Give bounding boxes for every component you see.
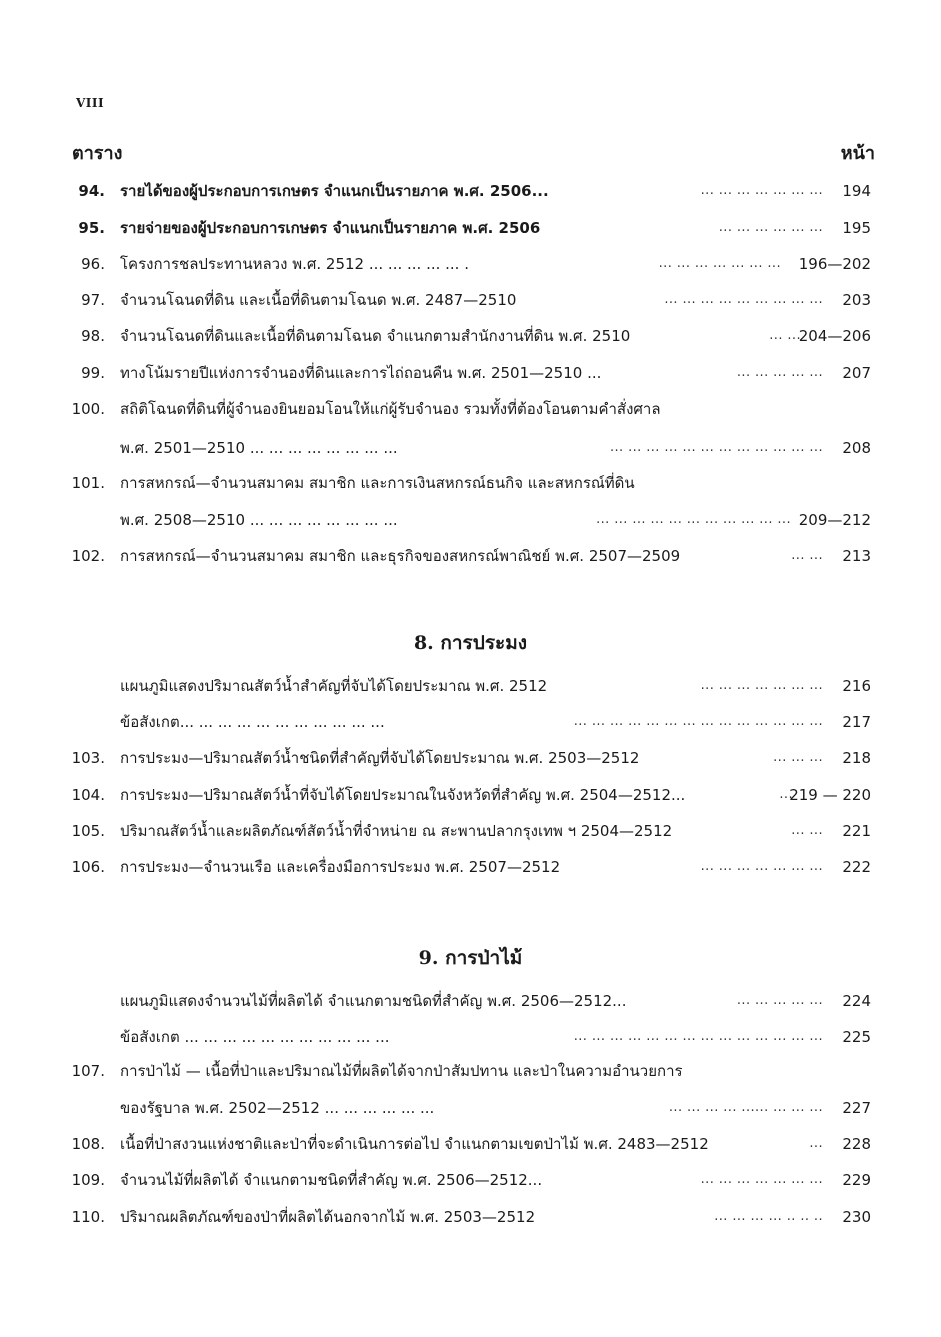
entry-title: ทางโน้มรายปีแห่งการจำนองที่ดินและการไถ่ถอนคืน พ.ศ. 2501—2510 ... (120, 364, 602, 382)
entry-title: จำนวนไม้ที่ผลิตได้ จำแนกตามชนิดที่สำคัญ พ.ศ. 2506—2512... (120, 1171, 543, 1189)
entry-number: 105. (71, 822, 105, 840)
entry-number: 94. (78, 182, 105, 200)
leader-dots: ... ... (787, 818, 823, 844)
toc-entry (0, 673, 941, 699)
toc-entry (0, 1131, 941, 1157)
leader-dots: ... ... ... ... ... ... ... ... ... ... ... (592, 507, 791, 533)
toc-entry (0, 1204, 941, 1230)
entry-title: จำนวนโฉนดที่ดินและเนื้อที่ดินตามโฉนด จำแนกตามสำนักงานที่ดิน พ.ศ. 2510 (120, 327, 631, 345)
leader-dots: ... (805, 1131, 823, 1157)
leader-dots: ... ... ... ... ... ... ... ... ... ... ... ... ... ... (570, 709, 823, 735)
toc-entry (0, 1058, 941, 1084)
entry-page: 222 (842, 858, 871, 876)
leader-dots: ... ... ... ... ... ... ... ... ... ... ... ... (606, 435, 823, 461)
entry-title: สถิติโฉนดที่ดินที่ผู้จำนองยินยอมโอนให้แก่ผู้รับจำนอง รวมทั้งที่ต้องโอนตามคำสั่งศาล (120, 400, 661, 418)
entry-page: 196—202 (798, 255, 871, 273)
section-title-fisheries: 8. การประมง (413, 632, 528, 654)
entry-page: 225 (842, 1028, 871, 1046)
toc-entry (0, 215, 941, 241)
leader-dots: ... ... ... ... ... ... ... ... ... ... ... ... ... ... (570, 1024, 823, 1050)
toc-entry (0, 360, 941, 386)
entry-number: 108. (71, 1135, 105, 1153)
entry-number: 110. (71, 1208, 105, 1226)
leader-dots: ... ... ... ... ... ... ... ... ... (660, 287, 823, 313)
entry-title: จำนวนโฉนดที่ดิน และเนื้อที่ดินตามโฉนด พ.ศ. 2487—2510 (120, 291, 517, 309)
page-column-header: หน้า (840, 143, 875, 164)
entry-page: 221 (842, 822, 871, 840)
entry-page: 207 (842, 364, 871, 382)
entry-number: 99. (81, 364, 105, 382)
entry-number: 109. (71, 1171, 105, 1189)
toc-entry (0, 323, 941, 349)
toc-entry (0, 178, 941, 204)
entry-page: 224 (842, 992, 871, 1010)
toc-entry (0, 988, 941, 1014)
table-column-header: ตาราง (72, 143, 123, 164)
leader-dots: ... ... ... ... ... ... ... (697, 178, 823, 204)
entry-page: 204—206 (798, 327, 871, 345)
leader-dots: ... ... (765, 323, 801, 349)
leader-dots: ... ... ... ... ... (733, 360, 823, 386)
entry-page: 209—212 (798, 511, 871, 529)
entry-page: 194 (842, 182, 871, 200)
entry-page: 203 (842, 291, 871, 309)
entry-title: ข้อสังเกต ... ... ... ... ... ... ... ... ... ... ... (120, 1028, 390, 1046)
leader-dots: ... ... (787, 543, 823, 569)
entry-page: 213 (842, 547, 871, 565)
entry-title: การป่าไม้ — เนื้อที่ป่าและปริมาณไม้ที่ผลิตได้จากป่าสัมปทาน และป่าในความอำนวยการ (120, 1062, 683, 1080)
toc-entry (0, 782, 941, 808)
entry-number: 100. (71, 400, 105, 418)
toc-entry (0, 854, 941, 880)
toc-entry (0, 396, 941, 422)
leader-dots: ... ... ... (769, 745, 823, 771)
toc-entry (0, 709, 941, 735)
entry-number: 101. (71, 474, 105, 492)
toc-entry (0, 287, 941, 313)
entry-title: การประมง—ปริมาณสัตว์น้ำชนิดที่สำคัญที่จับได้โดยประมาณ พ.ศ. 2503—2512 (120, 749, 640, 767)
entry-title: รายได้ของผู้ประกอบการเกษตร จำแนกเป็นรายภาค พ.ศ. 2506... (120, 182, 549, 200)
entry-number: 98. (81, 327, 105, 345)
entry-page: 228 (842, 1135, 871, 1153)
toc-entry (0, 1024, 941, 1050)
entry-page: 218 (842, 749, 871, 767)
entry-number: 95. (78, 219, 105, 237)
toc-entry-continuation (0, 1095, 941, 1121)
entry-page: 229 (842, 1171, 871, 1189)
entry-title: การสหกรณ์—จำนวนสมาคม สมาชิก และธุรกิจของสหกรณ์พาณิชย์ พ.ศ. 2507—2509 (120, 547, 681, 565)
entry-number: 103. (71, 749, 105, 767)
entry-number: 102. (71, 547, 105, 565)
toc-entry (0, 251, 941, 277)
entry-number: 107. (71, 1062, 105, 1080)
leader-dots: ... ... ... ... ... ... (715, 215, 823, 241)
leader-dots: ... (775, 782, 793, 808)
entry-page: 208 (842, 439, 871, 457)
entry-title: เนื้อที่ป่าสงวนแห่งชาติและป่าที่จะดำเนินการต่อไป จำแนกตามเขตป่าไม้ พ.ศ. 2483—2512 (120, 1135, 709, 1153)
entry-page: 227 (842, 1099, 871, 1117)
entry-title: พ.ศ. 2501—2510 ... ... ... ... ... ... ... ... (120, 439, 398, 457)
leader-dots: ... ... ... ... ... ... ... (697, 673, 823, 699)
leader-dots: ... ... ... ... ... ... ... (655, 251, 781, 277)
leader-dots: ... ... ... ... .. .. .. (710, 1204, 823, 1230)
entry-number: 106. (71, 858, 105, 876)
page-roman-number: VIII (76, 96, 105, 110)
leader-dots: ... ... ... ... ... (733, 988, 823, 1014)
entry-title: การสหกรณ์—จำนวนสมาคม สมาชิก และการเงินสหกรณ์ธนกิจ และสหกรณ์ที่ดิน (120, 474, 635, 492)
toc-entry (0, 543, 941, 569)
toc-entry (0, 818, 941, 844)
entry-title: การประมง—จำนวนเรือ และเครื่องมือการประมง พ.ศ. 2507—2512 (120, 858, 561, 876)
entry-title: ปริมาณผลิตภัณฑ์ของป่าที่ผลิตได้นอกจากไม้ พ.ศ. 2503—2512 (120, 1208, 536, 1226)
entry-title: โครงการชลประทานหลวง พ.ศ. 2512 ... ... ... ... ... . (120, 255, 469, 273)
toc-entry (0, 1167, 941, 1193)
entry-title: การประมง—ปริมาณสัตว์น้ำที่จับได้โดยประมาณในจังหวัดที่สำคัญ พ.ศ. 2504—2512... (120, 786, 686, 804)
toc-entry-continuation (0, 507, 941, 533)
entry-title: พ.ศ. 2508—2510 ... ... ... ... ... ... ... ... (120, 511, 398, 529)
entry-page: 230 (842, 1208, 871, 1226)
entry-title: ของรัฐบาล พ.ศ. 2502—2512 ... ... ... ... ... ... (120, 1099, 435, 1117)
entry-title: แผนภูมิแสดงจำนวนไม้ที่ผลิตได้ จำแนกตามชนิดที่สำคัญ พ.ศ. 2506—2512... (120, 992, 627, 1010)
entry-number: 96. (81, 255, 105, 273)
toc-entry (0, 745, 941, 771)
entry-title: ข้อสังเกต... ... ... ... ... ... ... ... ... ... ... (120, 713, 385, 731)
leader-dots: ... ... ... ... ...... ... ... ... (665, 1095, 823, 1121)
entry-page: 217 (842, 713, 871, 731)
entry-title: ปริมาณสัตว์น้ำและผลิตภัณฑ์สัตว์น้ำที่จำหน่าย ณ สะพานปลากรุงเทพ ฯ 2504—2512 (120, 822, 673, 840)
toc-entry (0, 470, 941, 496)
leader-dots: ... ... ... ... ... ... ... (697, 1167, 823, 1193)
entry-page: 216 (842, 677, 871, 695)
toc-entry-continuation (0, 435, 941, 461)
entry-page: 219 — 220 (789, 786, 871, 804)
entry-page: 195 (842, 219, 871, 237)
entry-title: รายจ่ายของผู้ประกอบการเกษตร จำแนกเป็นรายภาค พ.ศ. 2506 (120, 219, 541, 237)
leader-dots: ... ... ... ... ... ... ... (697, 854, 823, 880)
entry-number: 104. (71, 786, 105, 804)
entry-number: 97. (81, 291, 105, 309)
section-title-forestry: 9. การป่าไม้ (418, 947, 523, 969)
entry-title: แผนภูมิแสดงปริมาณสัตว์น้ำสำคัญที่จับได้โดยประมาณ พ.ศ. 2512 (120, 677, 548, 695)
